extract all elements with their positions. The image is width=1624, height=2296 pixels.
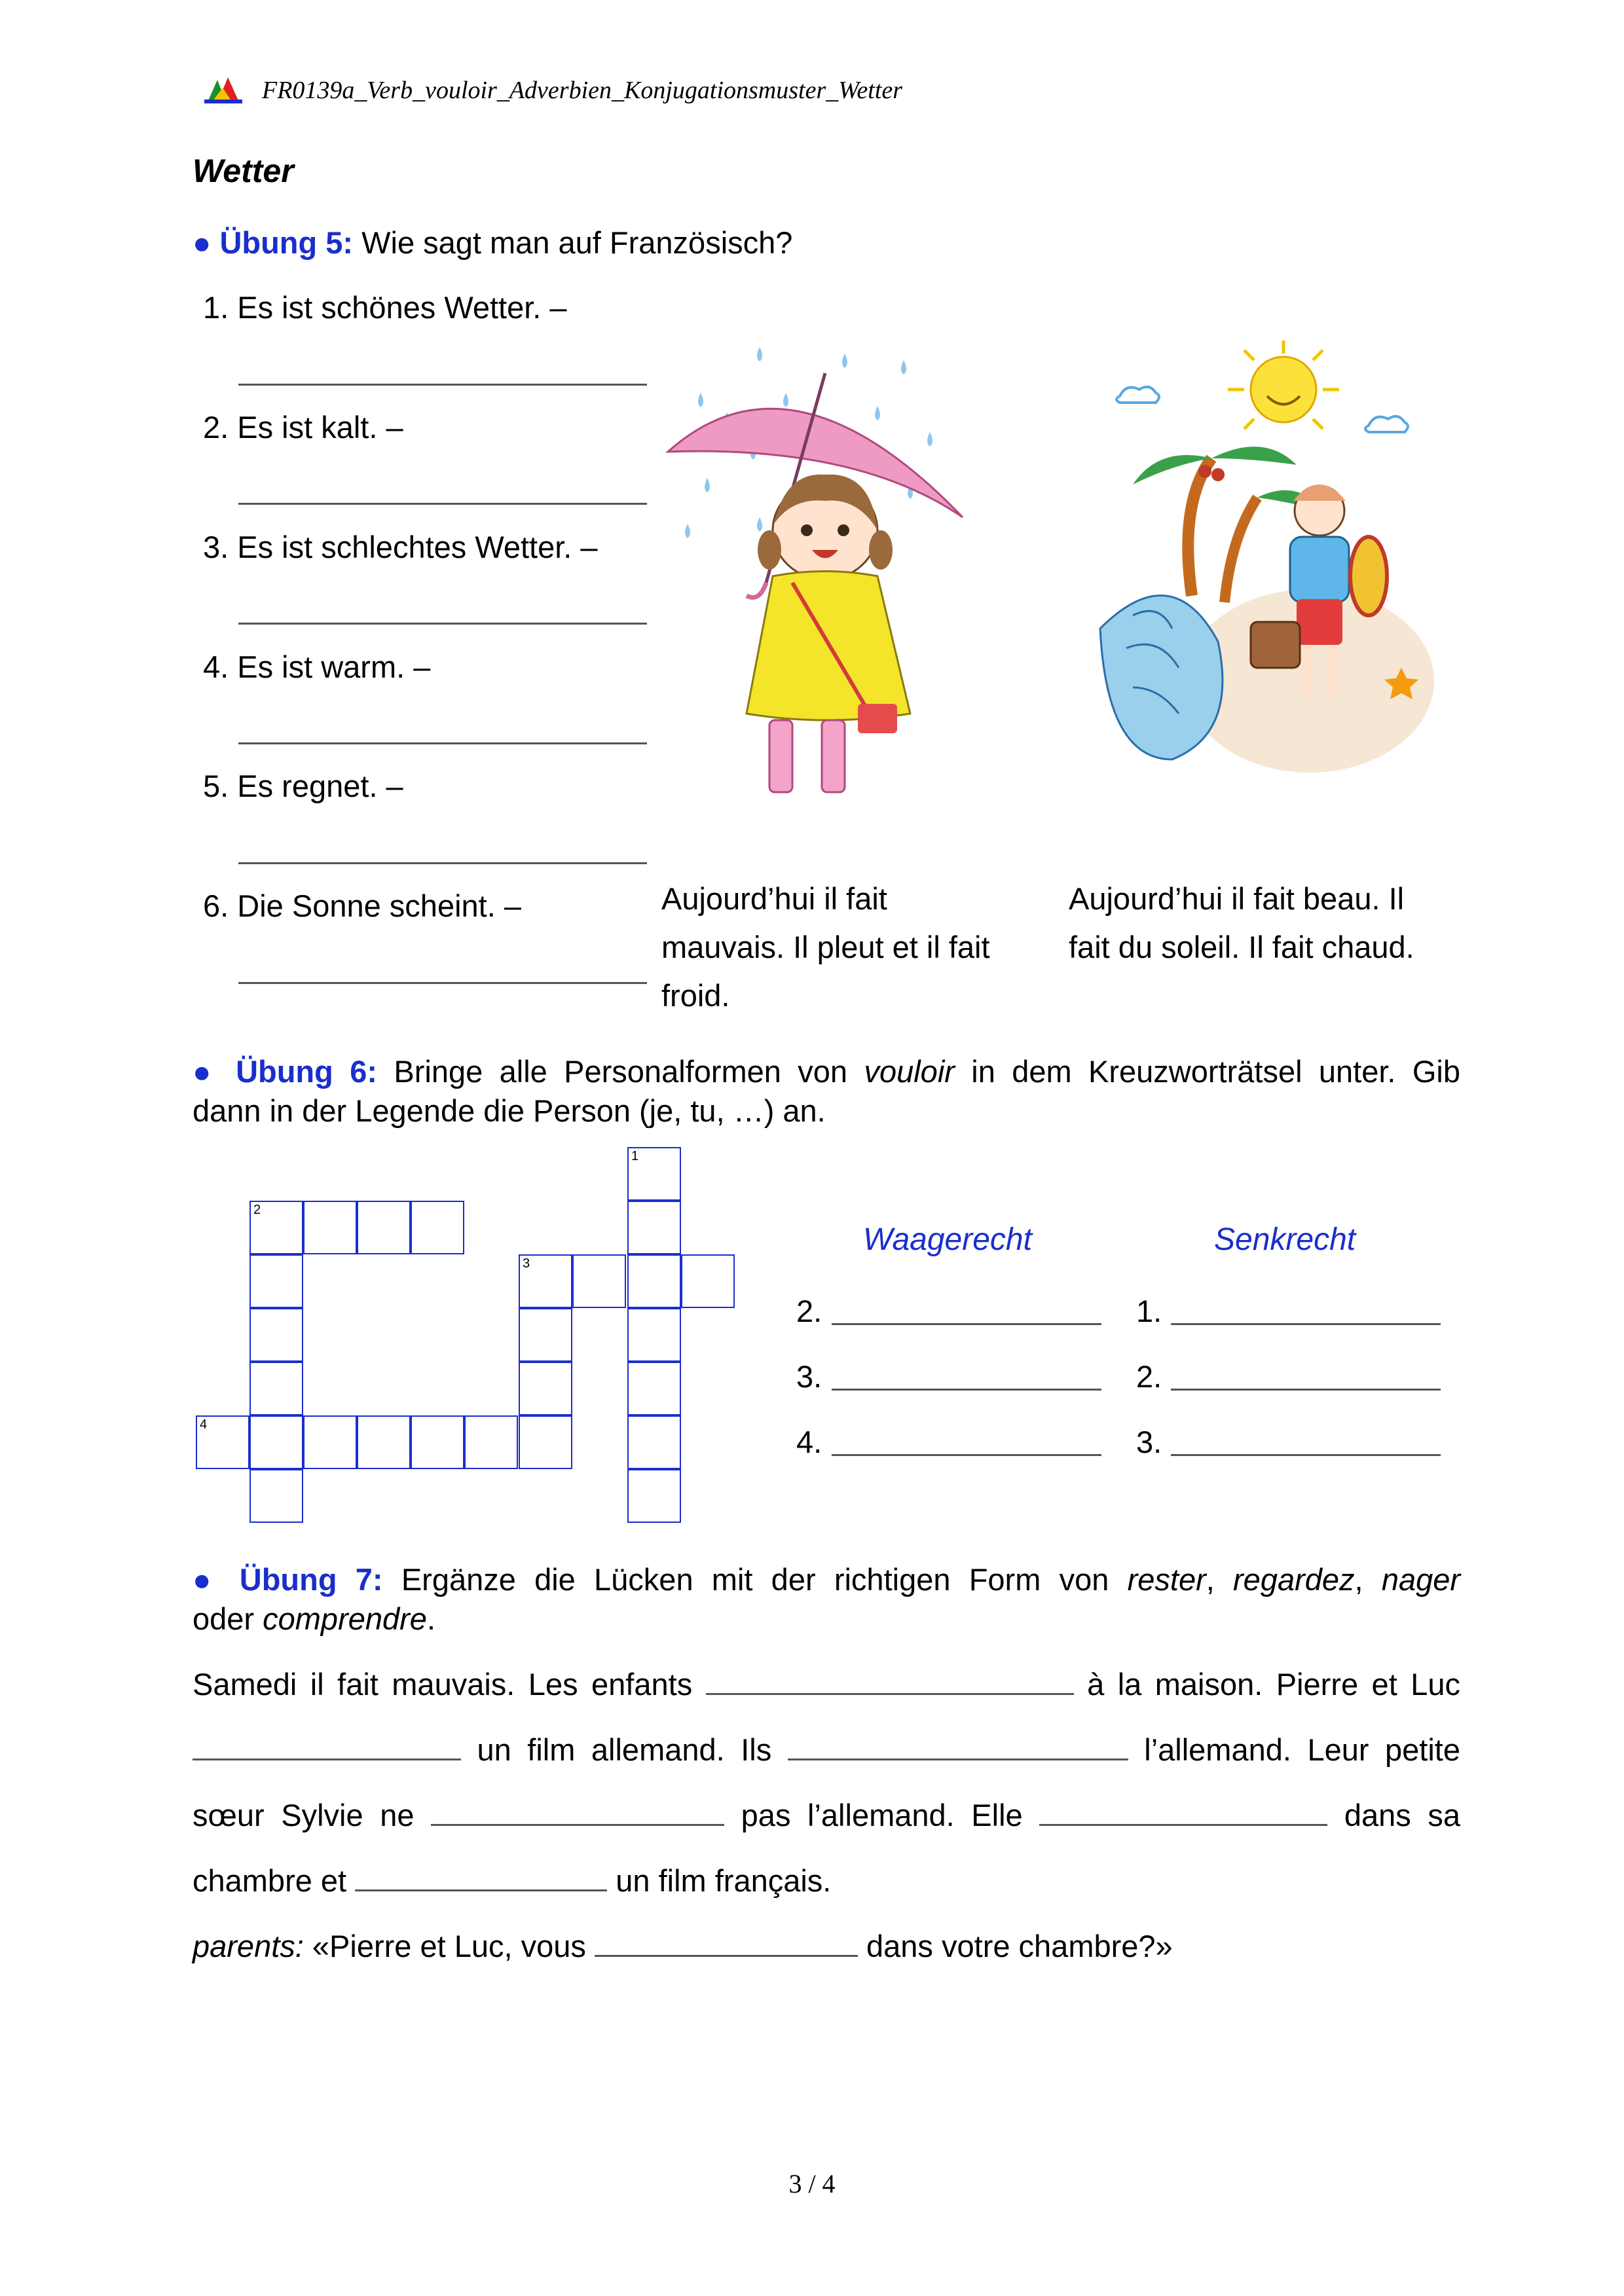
answer-line-6[interactable] (238, 982, 647, 984)
crossword-cell[interactable] (519, 1308, 572, 1362)
cloze-gap-5[interactable] (1039, 1798, 1327, 1826)
crossword-cell[interactable] (627, 1415, 681, 1469)
item-number: 2. (203, 410, 229, 445)
legend-down-2: 2. (1136, 1359, 1162, 1394)
answer-line-2[interactable] (238, 503, 647, 505)
legend-across-3-line[interactable] (832, 1389, 1101, 1391)
cloze-line-5 (193, 1922, 1173, 1971)
crossword-cell[interactable] (627, 1308, 681, 1362)
cloze-text: dans votre chambre?» (866, 1929, 1173, 1963)
cloze-gap-2[interactable] (193, 1732, 461, 1760)
caption-sun (1069, 875, 1414, 972)
verb-rester: rester (1127, 1562, 1206, 1597)
logo-icon (203, 75, 245, 105)
legend-across-2: 2. (796, 1294, 822, 1328)
crossword-cell[interactable] (249, 1201, 303, 1254)
verb-regardez: regardez (1233, 1562, 1355, 1597)
answer-line-3[interactable] (238, 623, 647, 625)
crossword-cell[interactable] (411, 1415, 464, 1469)
item-text: Es ist schönes Wetter. – (237, 290, 567, 325)
exercise-5-instruction: Wie sagt man auf Französisch? (361, 225, 793, 260)
crossword-cell[interactable] (519, 1362, 572, 1415)
cloze-text: l’allemand. (1144, 1732, 1291, 1767)
cloze-gap-7[interactable] (595, 1929, 858, 1957)
legend-across-4: 4. (796, 1425, 822, 1459)
crossword-cell[interactable] (249, 1254, 303, 1308)
cloze-text: à la maison. Pierre et Luc (1087, 1667, 1460, 1702)
item-number: 6. (203, 888, 229, 923)
section-title: Wetter (193, 153, 294, 189)
caption-sun-line: fait du soleil. Il fait chaud. (1069, 930, 1414, 964)
caption-rain-line: Aujourd’hui il fait (661, 881, 887, 916)
ex5-item-3 (203, 523, 598, 572)
item-number: 5. (203, 769, 229, 803)
cloze-line-4 (193, 1857, 831, 1905)
cloze-gap-4[interactable] (431, 1798, 724, 1826)
instruction-text: in dem Kreuzworträtsel unter. Gib (971, 1054, 1460, 1089)
crossword-cell[interactable] (249, 1308, 303, 1362)
document-header: FR0139a_Verb_vouloir_Adverbien_Konjugationsmuster_Wetter (262, 77, 903, 104)
cloze-gap-3[interactable] (788, 1732, 1128, 1760)
cloze-text: un film français. (616, 1863, 832, 1898)
legend-across-title: Waagerecht (863, 1222, 1032, 1257)
comma: , (1354, 1562, 1363, 1597)
ex5-item-2 (203, 403, 403, 452)
caption-rain-line: froid. (661, 978, 730, 1013)
legend-down-1-line[interactable] (1171, 1323, 1441, 1325)
item-number: 3. (203, 530, 229, 564)
instruction-text: Bringe alle Personalformen von (394, 1054, 848, 1089)
item-text: Es regnet. – (237, 769, 403, 803)
cloze-text: chambre et (193, 1863, 347, 1898)
legend-down-3: 3. (1136, 1425, 1162, 1459)
clue-number: 3 (523, 1256, 530, 1271)
cloze-text: dans sa (1344, 1798, 1461, 1832)
cloze-text: «Pierre et Luc, vous (312, 1929, 586, 1963)
clue-number: 2 (253, 1203, 261, 1217)
caption-rain (661, 875, 990, 1020)
legend-down-title: Senkrecht (1214, 1222, 1356, 1257)
item-text: Die Sonne scheint. – (237, 888, 521, 923)
item-number: 4. (203, 649, 229, 684)
crossword-cell[interactable] (681, 1254, 735, 1308)
cloze-text: Leur petite (1307, 1732, 1461, 1767)
legend-down-3-line[interactable] (1171, 1454, 1441, 1456)
verb-vouloir: vouloir (864, 1054, 955, 1089)
legend-down-1: 1. (1136, 1294, 1162, 1328)
legend-across-3: 3. (796, 1359, 822, 1394)
crossword-cell[interactable] (627, 1147, 681, 1201)
cloze-text: Samedi il fait mauvais. Les enfants (193, 1667, 693, 1702)
cloze-text: sœur Sylvie ne (193, 1798, 415, 1832)
crossword-cell[interactable] (411, 1201, 464, 1254)
crossword-cell[interactable] (357, 1415, 411, 1469)
cloze-gap-1[interactable] (706, 1667, 1074, 1695)
exercise-7-label: ● Übung 7: (193, 1562, 383, 1597)
comma: , (1206, 1562, 1215, 1597)
exercise-5-heading (193, 219, 792, 267)
crossword-cell[interactable] (627, 1254, 681, 1308)
crossword-cell[interactable] (464, 1415, 518, 1469)
crossword-cell[interactable] (519, 1415, 572, 1469)
instruction-text: oder (193, 1601, 255, 1636)
ex5-item-4 (203, 643, 430, 691)
exercise-6-label: ● Übung 6: (193, 1054, 378, 1089)
cloze-text: un film allemand. Ils (477, 1732, 772, 1767)
item-text: Es ist kalt. – (237, 410, 403, 445)
period: . (426, 1601, 435, 1636)
cloze-gap-6[interactable] (355, 1863, 607, 1891)
item-text: Es ist warm. – (237, 649, 431, 684)
legend-down-2-line[interactable] (1171, 1389, 1441, 1391)
cloze-line-1 (193, 1660, 1460, 1709)
instruction-text: Ergänze die Lücken mit der richtigen Form von (401, 1562, 1109, 1597)
cloze-line-3 (193, 1791, 1460, 1840)
crossword-cell[interactable] (627, 1201, 681, 1254)
exercise-6-line-2: dann in der Legende die Person (je, tu, …) an. (193, 1093, 826, 1128)
exercise-5-label: ● Übung 5: (193, 225, 354, 260)
item-text: Es ist schlechtes Wetter. – (237, 530, 598, 564)
crossword-cell[interactable] (519, 1254, 572, 1308)
exercise-7-line-2 (193, 1595, 435, 1643)
page-number: 3 / 4 (788, 2169, 836, 2198)
crossword-cell[interactable] (249, 1362, 303, 1415)
answer-line-1[interactable] (238, 384, 647, 386)
crossword-cell[interactable] (196, 1415, 249, 1469)
ex5-item-6 (203, 882, 521, 930)
crossword-cell[interactable] (357, 1201, 411, 1254)
crossword-cell[interactable] (627, 1469, 681, 1523)
caption-sun-line: Aujourd’hui il fait beau. Il (1069, 881, 1405, 916)
cloze-line-2 (193, 1726, 1460, 1774)
verb-nager: nager (1381, 1562, 1461, 1597)
ex5-item-1 (203, 283, 567, 332)
speaker-label: parents: (193, 1929, 304, 1963)
rainy-girl-illustration (661, 334, 982, 805)
answer-line-5[interactable] (238, 862, 647, 864)
crossword-cell[interactable] (249, 1469, 303, 1523)
crossword-cell[interactable] (572, 1254, 626, 1308)
sunny-beach-illustration (1094, 340, 1441, 792)
crossword-cell[interactable] (303, 1201, 357, 1254)
crossword-cell[interactable] (249, 1415, 303, 1469)
caption-rain-line: mauvais. Il pleut et il fait (661, 930, 990, 964)
answer-line-4[interactable] (238, 742, 647, 744)
crossword-cell[interactable] (627, 1362, 681, 1415)
ex5-item-5 (203, 762, 403, 811)
verb-comprendre: comprendre (263, 1601, 427, 1636)
cloze-text: pas l’allemand. Elle (741, 1798, 1023, 1832)
legend-across-2-line[interactable] (832, 1323, 1101, 1325)
item-number: 1. (203, 290, 229, 325)
clue-number: 1 (631, 1149, 639, 1163)
clue-number: 4 (200, 1417, 208, 1432)
legend-across-4-line[interactable] (832, 1454, 1101, 1456)
crossword-cell[interactable] (303, 1415, 357, 1469)
